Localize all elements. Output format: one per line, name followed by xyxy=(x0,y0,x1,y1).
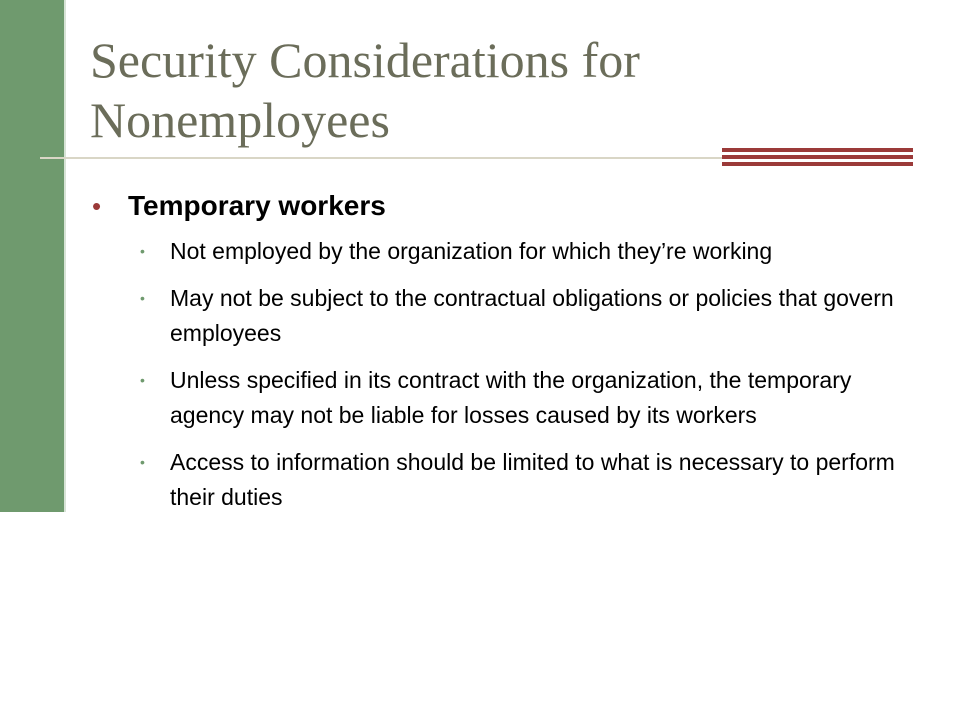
sub-bullet-item xyxy=(92,234,922,269)
slide-title xyxy=(90,30,870,150)
accent-stripe xyxy=(722,148,913,152)
slide-title-line-2: Nonemployees xyxy=(90,92,390,148)
sub-bullet-dot-icon: • xyxy=(140,372,145,388)
bullet-dot-icon: • xyxy=(92,191,102,221)
sub-bullet-item xyxy=(92,281,922,351)
sub-bullet-dot-icon: • xyxy=(140,243,145,259)
sub-bullet-list xyxy=(92,234,922,515)
accent-stripe xyxy=(722,162,913,166)
side-accent-bar xyxy=(0,0,64,512)
slide-body xyxy=(92,186,922,527)
sub-bullet-item xyxy=(92,363,922,433)
sub-bullet-text: May not be subject to the contractual obligations or policies that govern employees xyxy=(170,285,894,346)
sub-bullet-text: Access to information should be limited to what is necessary to perform their duties xyxy=(170,449,895,510)
sub-bullet-text: Not employed by the organization for which they’re working xyxy=(170,238,773,264)
bullet-level-1-text: Temporary workers xyxy=(128,190,386,221)
sub-bullet-dot-icon: • xyxy=(140,454,145,470)
bullet-level-1 xyxy=(92,186,922,226)
title-accent-stripes xyxy=(722,148,913,169)
slide-title-line-1: Security Considerations for xyxy=(90,32,640,88)
side-accent-bar-edge xyxy=(64,0,66,512)
accent-stripe xyxy=(722,155,913,159)
sub-bullet-item xyxy=(92,445,922,515)
sub-bullet-dot-icon: • xyxy=(140,290,145,306)
sub-bullet-text: Unless specified in its contract with the organization, the temporary agency may not be liable for losses caused by its workers xyxy=(170,367,852,428)
